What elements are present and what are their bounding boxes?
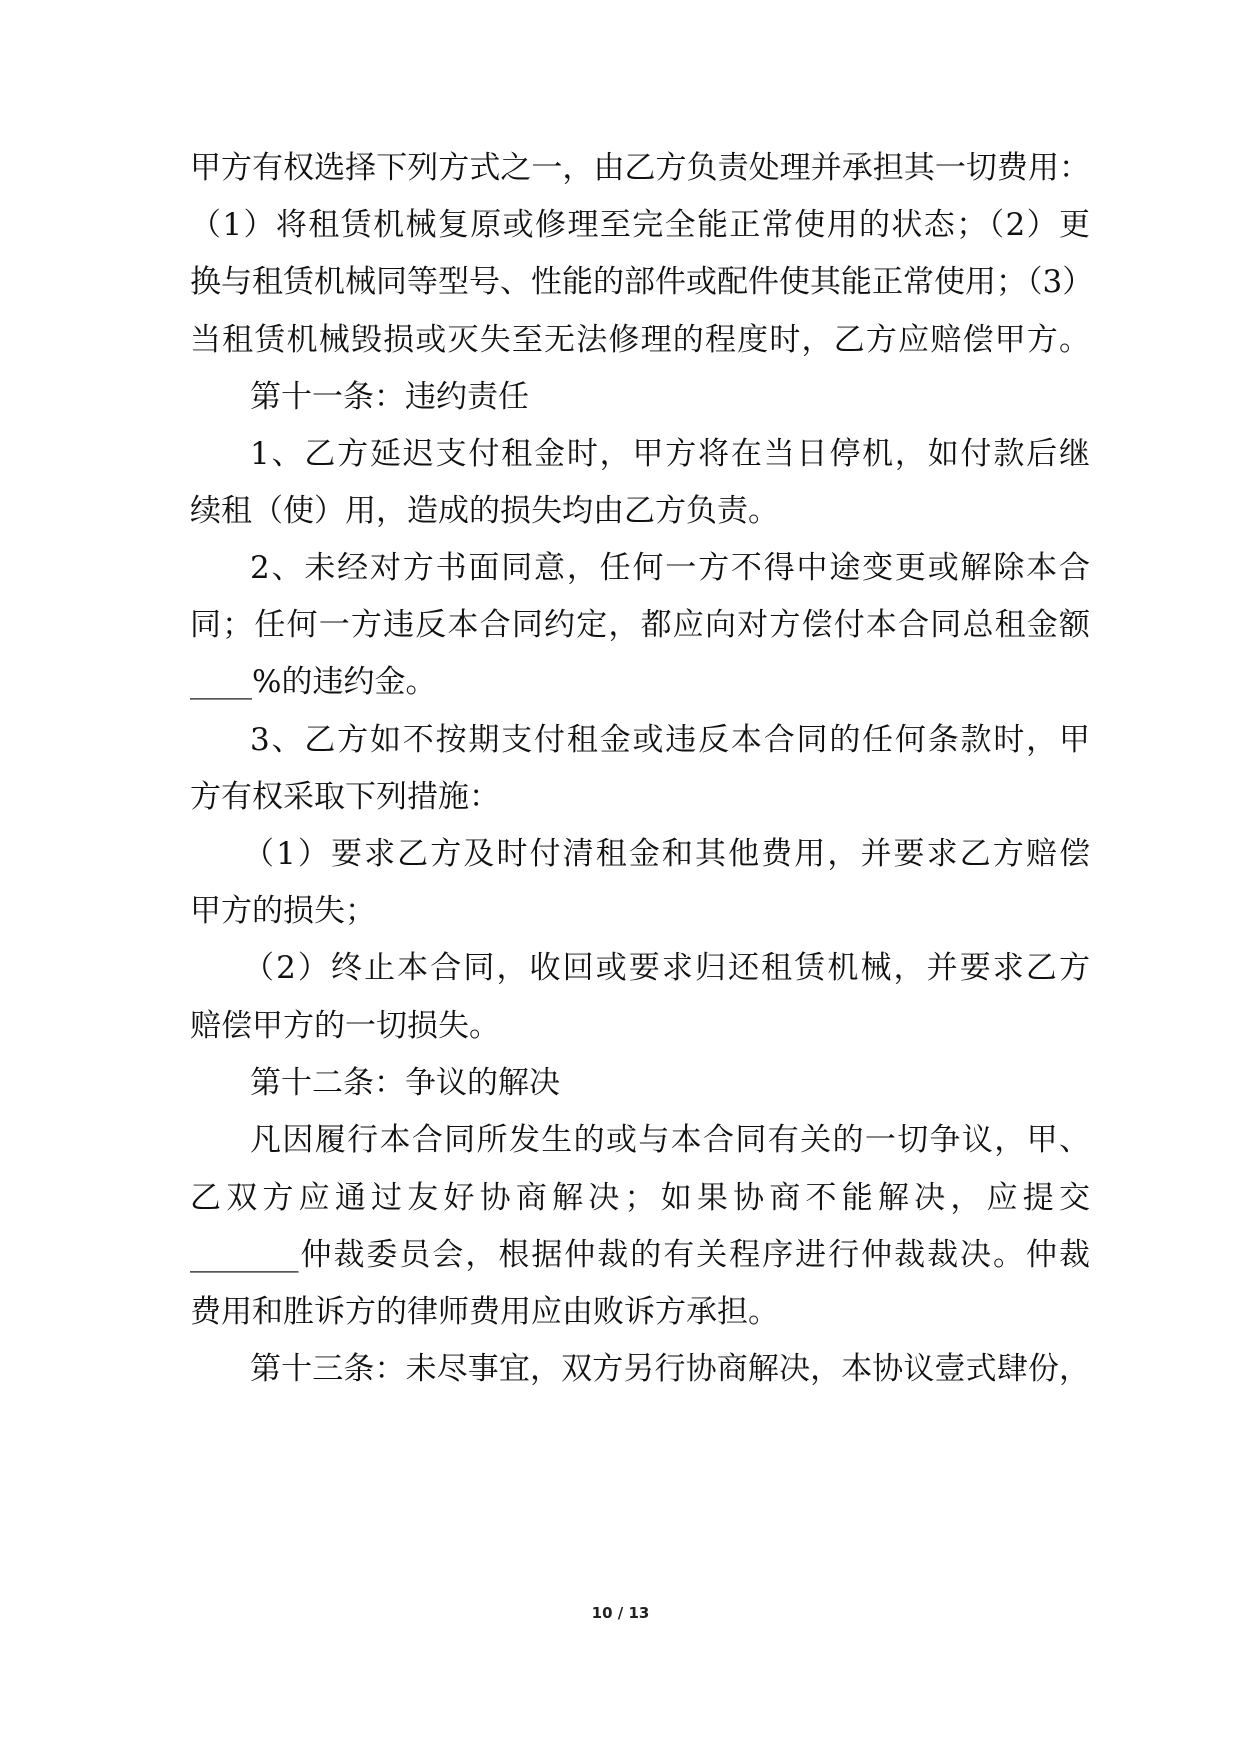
section-heading: 第十一条：违约责任 — [250, 379, 529, 415]
text-line: 甲方有权选择下列方式之一，由乙方负责处理并承担其一切费用： — [190, 150, 1090, 186]
text-line: 乙双方应通过友好协商解决；如果协商不能解决，应提交 — [190, 1180, 1090, 1216]
text-line: 费用和胜诉方的律师费用应由败诉方承担。 — [190, 1294, 779, 1330]
section-heading: 第十二条：争议的解决 — [250, 1065, 560, 1101]
text-line: 2、未经对方书面同意，任何一方不得中途变更或解除本合 — [250, 550, 1090, 586]
text-line: 凡因履行本合同所发生的或与本合同有关的一切争议，甲、 — [250, 1122, 1090, 1158]
text-line: （2）终止本合同，收回或要求归还租赁机械，并要求乙方 — [243, 950, 1090, 986]
text-line: 1、乙方延迟支付租金时，甲方将在当日停机，如付款后继 — [250, 436, 1090, 472]
text-line: 甲方的损失； — [190, 893, 376, 929]
text-line: ____%的违约金。 — [190, 664, 437, 700]
page-number: 10 / 13 — [591, 1604, 650, 1622]
text-line: 当租赁机械毁损或灭失至无法修理的程度时，乙方应赔偿甲方。 — [190, 322, 1090, 358]
text-line: _______仲裁委员会，根据仲裁的有关程序进行仲裁裁决。仲裁 — [190, 1237, 1090, 1273]
text-line: 赔偿甲方的一切损失。 — [190, 1008, 500, 1044]
text-line: 方有权采取下列措施： — [190, 779, 500, 815]
text-line: 换与租赁机械同等型号、性能的部件或配件使其能正常使用；（3） — [190, 264, 1094, 300]
text-line: （1）将租赁机械复原或修理至完全能正常使用的状态；（2）更 — [190, 207, 1090, 243]
text-line: 续租（使）用，造成的损失均由乙方负责。 — [190, 493, 779, 529]
text-line: （1）要求乙方及时付清租金和其他费用，并要求乙方赔偿 — [243, 836, 1090, 872]
section-heading: 第十三条：未尽事宜，双方另行协商解决，本协议壹式肆份， — [250, 1351, 1090, 1387]
text-line: 3、乙方如不按期支付租金或违反本合同的任何条款时，甲 — [250, 722, 1090, 758]
text-line: 同；任何一方违反本合同约定，都应向对方偿付本合同总租金额 — [190, 607, 1090, 643]
